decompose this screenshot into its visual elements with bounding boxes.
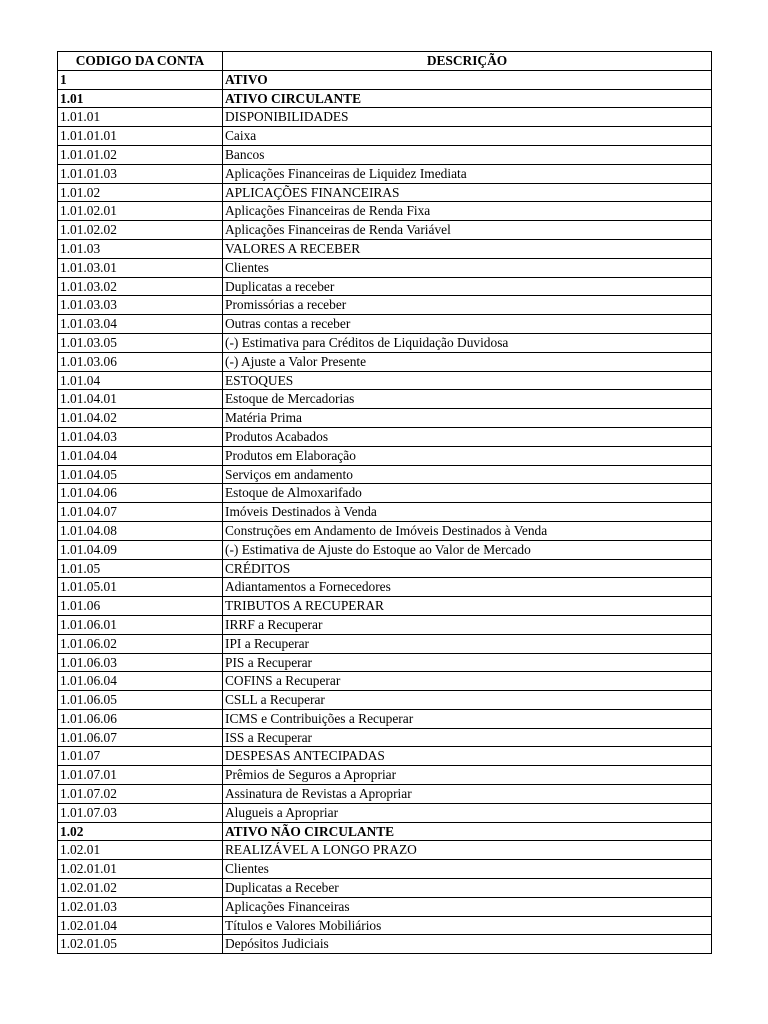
table-row bbox=[58, 277, 712, 296]
account-code-cell: 1.01.04.02 bbox=[58, 409, 223, 428]
account-description-cell: Títulos e Valores Mobiliários bbox=[223, 916, 712, 935]
account-description-cell: CRÉDITOS bbox=[223, 559, 712, 578]
table-row bbox=[58, 615, 712, 634]
table-row bbox=[58, 860, 712, 879]
account-description-cell: (-) Ajuste a Valor Presente bbox=[223, 352, 712, 371]
account-code-cell: 1.01.07 bbox=[58, 747, 223, 766]
description-column-header: DESCRIÇÃO bbox=[223, 52, 712, 71]
account-code-cell: 1.01.06 bbox=[58, 597, 223, 616]
account-code-cell: 1.01.07.02 bbox=[58, 785, 223, 804]
table-row bbox=[58, 333, 712, 352]
table-row bbox=[58, 672, 712, 691]
account-code-cell: 1.01.04.03 bbox=[58, 427, 223, 446]
account-code-cell: 1.01.05.01 bbox=[58, 578, 223, 597]
table-row bbox=[58, 597, 712, 616]
table-row bbox=[58, 183, 712, 202]
account-code-cell: 1.02.01 bbox=[58, 841, 223, 860]
account-description-cell: Caixa bbox=[223, 127, 712, 146]
table-row bbox=[58, 521, 712, 540]
account-description-cell: Adiantamentos a Fornecedores bbox=[223, 578, 712, 597]
account-code-cell: 1.01.01 bbox=[58, 108, 223, 127]
account-description-cell: DISPONIBILIDADES bbox=[223, 108, 712, 127]
table-row bbox=[58, 841, 712, 860]
table-row bbox=[58, 653, 712, 672]
account-description-cell: CSLL a Recuperar bbox=[223, 691, 712, 710]
table-row bbox=[58, 108, 712, 127]
table-row bbox=[58, 935, 712, 954]
account-description-cell: Aplicações Financeiras de Renda Variável bbox=[223, 221, 712, 240]
table-row bbox=[58, 352, 712, 371]
table-row bbox=[58, 803, 712, 822]
account-description-cell: ISS a Recuperar bbox=[223, 728, 712, 747]
account-description-cell: COFINS a Recuperar bbox=[223, 672, 712, 691]
account-code-cell: 1.01.06.04 bbox=[58, 672, 223, 691]
account-description-cell: ATIVO bbox=[223, 70, 712, 89]
account-description-cell: Promissórias a receber bbox=[223, 296, 712, 315]
table-row bbox=[58, 202, 712, 221]
account-code-cell: 1.02.01.04 bbox=[58, 916, 223, 935]
account-code-cell: 1.01.01.01 bbox=[58, 127, 223, 146]
account-description-cell: Serviços em andamento bbox=[223, 465, 712, 484]
table-row bbox=[58, 709, 712, 728]
account-description-cell: Aplicações Financeiras bbox=[223, 897, 712, 916]
account-code-cell: 1.01.07.03 bbox=[58, 803, 223, 822]
table-body bbox=[58, 70, 712, 953]
account-code-cell: 1.01.01.02 bbox=[58, 145, 223, 164]
table-row bbox=[58, 897, 712, 916]
account-code-cell: 1.01.06.02 bbox=[58, 634, 223, 653]
account-description-cell: Matéria Prima bbox=[223, 409, 712, 428]
table-row bbox=[58, 766, 712, 785]
account-code-cell: 1.01.01.03 bbox=[58, 164, 223, 183]
account-description-cell: VALORES A RECEBER bbox=[223, 239, 712, 258]
account-description-cell: Bancos bbox=[223, 145, 712, 164]
account-description-cell: Aplicações Financeiras de Renda Fixa bbox=[223, 202, 712, 221]
account-code-cell: 1.02.01.03 bbox=[58, 897, 223, 916]
table-row bbox=[58, 916, 712, 935]
account-description-cell: ICMS e Contribuições a Recuperar bbox=[223, 709, 712, 728]
account-description-cell: (-) Estimativa para Créditos de Liquidação Duvidosa bbox=[223, 333, 712, 352]
account-code-cell: 1.01.03.02 bbox=[58, 277, 223, 296]
account-code-cell: 1.01.06.05 bbox=[58, 691, 223, 710]
account-code-cell: 1.01.04.07 bbox=[58, 503, 223, 522]
table-row bbox=[58, 145, 712, 164]
account-description-cell: IRRF a Recuperar bbox=[223, 615, 712, 634]
account-description-cell: Alugueis a Apropriar bbox=[223, 803, 712, 822]
account-code-cell: 1.01.06.01 bbox=[58, 615, 223, 634]
account-code-cell: 1.02.01.02 bbox=[58, 879, 223, 898]
account-description-cell: Clientes bbox=[223, 258, 712, 277]
table-row bbox=[58, 409, 712, 428]
table-row bbox=[58, 578, 712, 597]
account-code-cell: 1.01.05 bbox=[58, 559, 223, 578]
account-code-cell: 1.01 bbox=[58, 89, 223, 108]
account-code-cell: 1.01.04.06 bbox=[58, 484, 223, 503]
account-code-cell: 1.01.03.06 bbox=[58, 352, 223, 371]
account-description-cell: Clientes bbox=[223, 860, 712, 879]
account-description-cell: Depósitos Judiciais bbox=[223, 935, 712, 954]
account-code-cell: 1.01.07.01 bbox=[58, 766, 223, 785]
table-row bbox=[58, 127, 712, 146]
chart-of-accounts-table bbox=[57, 51, 712, 954]
account-code-cell: 1.01.04 bbox=[58, 371, 223, 390]
account-code-cell: 1.01.04.05 bbox=[58, 465, 223, 484]
table-row bbox=[58, 221, 712, 240]
account-code-cell: 1.01.02.02 bbox=[58, 221, 223, 240]
account-description-cell: Produtos Acabados bbox=[223, 427, 712, 446]
account-code-cell: 1.01.04.09 bbox=[58, 540, 223, 559]
account-description-cell: TRIBUTOS A RECUPERAR bbox=[223, 597, 712, 616]
account-description-cell: Estoque de Mercadorias bbox=[223, 390, 712, 409]
account-code-cell: 1.01.03 bbox=[58, 239, 223, 258]
account-code-cell: 1.01.03.05 bbox=[58, 333, 223, 352]
account-code-cell: 1.01.03.03 bbox=[58, 296, 223, 315]
account-description-cell: Assinatura de Revistas a Apropriar bbox=[223, 785, 712, 804]
table-row bbox=[58, 540, 712, 559]
table-row bbox=[58, 239, 712, 258]
account-description-cell: Duplicatas a Receber bbox=[223, 879, 712, 898]
account-description-cell: APLICAÇÕES FINANCEIRAS bbox=[223, 183, 712, 202]
account-description-cell: REALIZÁVEL A LONGO PRAZO bbox=[223, 841, 712, 860]
table-row bbox=[58, 634, 712, 653]
account-description-cell: Prêmios de Seguros a Apropriar bbox=[223, 766, 712, 785]
account-description-cell: Outras contas a receber bbox=[223, 315, 712, 334]
account-code-cell: 1.01.06.07 bbox=[58, 728, 223, 747]
account-description-cell: Aplicações Financeiras de Liquidez Imediata bbox=[223, 164, 712, 183]
account-code-cell: 1.01.02.01 bbox=[58, 202, 223, 221]
account-description-cell: IPI a Recuperar bbox=[223, 634, 712, 653]
table-row bbox=[58, 559, 712, 578]
account-code-cell: 1.01.03.04 bbox=[58, 315, 223, 334]
table-row bbox=[58, 89, 712, 108]
account-code-cell: 1.01.06.03 bbox=[58, 653, 223, 672]
table-row bbox=[58, 390, 712, 409]
account-code-cell: 1.01.04.08 bbox=[58, 521, 223, 540]
account-code-cell: 1.01.06.06 bbox=[58, 709, 223, 728]
table-row bbox=[58, 785, 712, 804]
table-row bbox=[58, 691, 712, 710]
account-description-cell: Imóveis Destinados à Venda bbox=[223, 503, 712, 522]
table-row bbox=[58, 446, 712, 465]
account-code-cell: 1.01.04.04 bbox=[58, 446, 223, 465]
account-code-cell: 1.01.03.01 bbox=[58, 258, 223, 277]
account-code-cell: 1.02.01.01 bbox=[58, 860, 223, 879]
account-code-cell: 1 bbox=[58, 70, 223, 89]
table-row bbox=[58, 879, 712, 898]
table-row bbox=[58, 822, 712, 841]
account-description-cell: Estoque de Almoxarifado bbox=[223, 484, 712, 503]
table-row bbox=[58, 747, 712, 766]
table-row bbox=[58, 296, 712, 315]
account-description-cell: Duplicatas a receber bbox=[223, 277, 712, 296]
table-row bbox=[58, 465, 712, 484]
account-description-cell: ATIVO CIRCULANTE bbox=[223, 89, 712, 108]
account-description-cell: DESPESAS ANTECIPADAS bbox=[223, 747, 712, 766]
account-code-cell: 1.01.04.01 bbox=[58, 390, 223, 409]
table-header-row bbox=[58, 52, 712, 71]
table-row bbox=[58, 484, 712, 503]
account-description-cell: Construções em Andamento de Imóveis Destinados à Venda bbox=[223, 521, 712, 540]
account-description-cell: Produtos em Elaboração bbox=[223, 446, 712, 465]
account-description-cell: ESTOQUES bbox=[223, 371, 712, 390]
table-row bbox=[58, 315, 712, 334]
table-row bbox=[58, 728, 712, 747]
account-code-cell: 1.02.01.05 bbox=[58, 935, 223, 954]
account-code-cell: 1.01.02 bbox=[58, 183, 223, 202]
code-column-header: CODIGO DA CONTA bbox=[58, 52, 223, 71]
account-description-cell: (-) Estimativa de Ajuste do Estoque ao Valor de Mercado bbox=[223, 540, 712, 559]
table-row bbox=[58, 371, 712, 390]
table-row bbox=[58, 70, 712, 89]
table-row bbox=[58, 164, 712, 183]
table-row bbox=[58, 258, 712, 277]
account-description-cell: ATIVO NÃO CIRCULANTE bbox=[223, 822, 712, 841]
table-row bbox=[58, 427, 712, 446]
table-row bbox=[58, 503, 712, 522]
account-code-cell: 1.02 bbox=[58, 822, 223, 841]
account-description-cell: PIS a Recuperar bbox=[223, 653, 712, 672]
